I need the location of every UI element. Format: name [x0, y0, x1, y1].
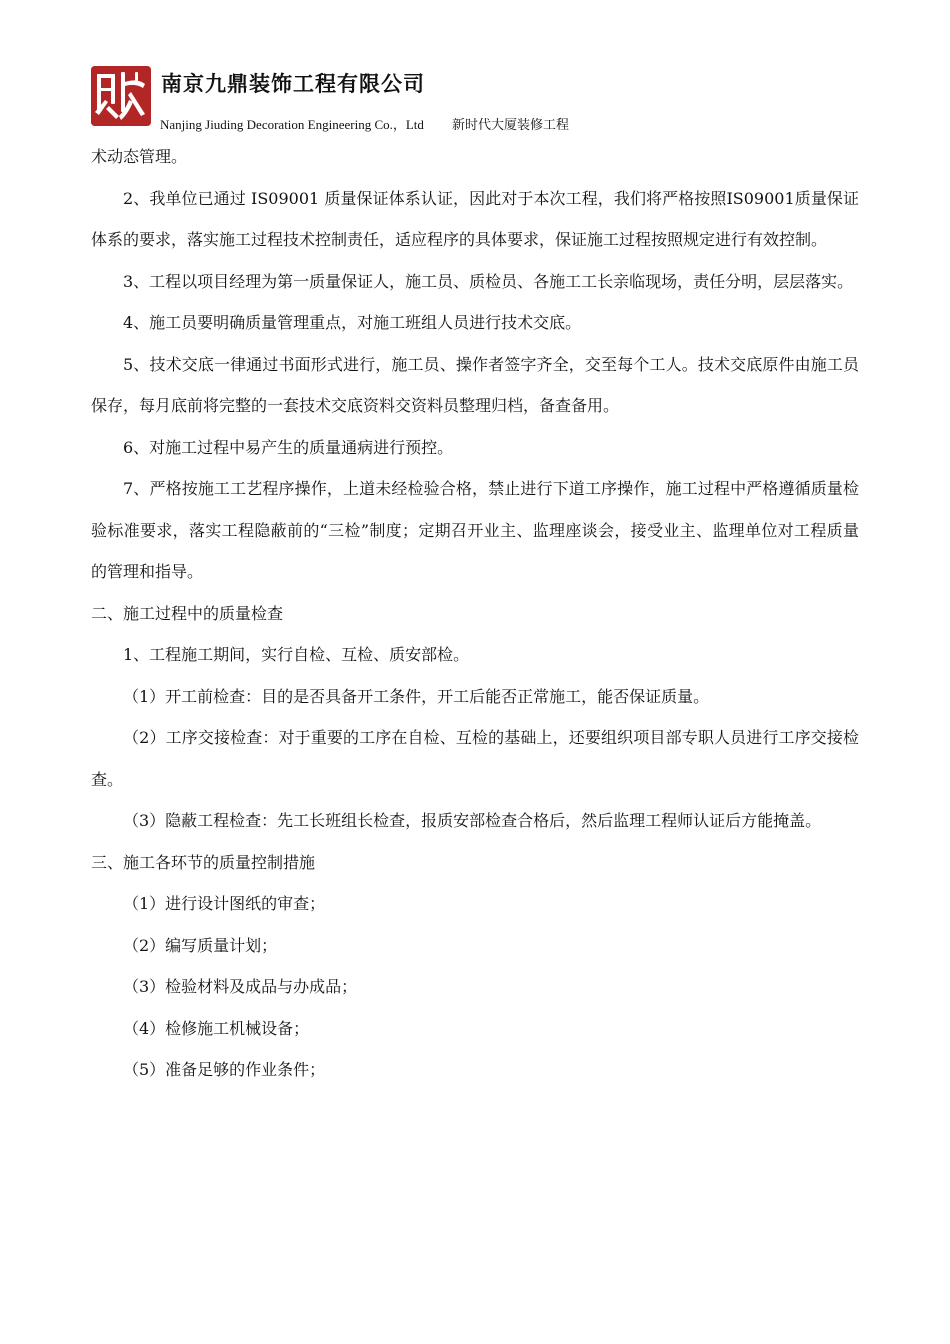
document-body [91, 136, 859, 1091]
paragraph-item-4: 4、施工员要明确质量管理重点，对施工班组人员进行技术交底。 [123, 313, 582, 332]
company-name-chinese: 南京九鼎装饰工程有限公司 [161, 72, 425, 96]
subitem-check-2: （2）工序交接检查：对于重要的工序在自检、互检的基础上，还要组织项目部专职人员进行工序交接检查。 [91, 728, 859, 789]
subitem-measure-2: （2）编写质量计划； [123, 935, 278, 955]
paragraph-item-5: 5、技术交底一律通过书面形式进行，施工员、操作者签字齐全，交至每个工人。技术交底原件由施工员保存，每月底前将完整的一套技术交底资料交资料员整理归档，备查备用。 [91, 354, 859, 415]
company-name-english-line [160, 114, 569, 133]
paragraph-section-2-item-1: 1、工程施工期间，实行自检、互检、质安部检。 [123, 645, 470, 664]
subitem-measure-1: （1）进行设计图纸的审查； [123, 894, 326, 913]
paragraph-item-7: 7、严格按施工工艺程序操作，上道未经检验合格，禁止进行下道工序操作，施工过程中严格遵循质量检验标准要求，落实工程隐蔽前的“三检”制度；定期召开业主、监理座谈会，接受业主、监理单位对工程质量的管理和指导。 [91, 479, 859, 581]
paragraph-item-2: 2、我单位已通过 IS09001 质量保证体系认证，因此对于本次工程，我们将严格按照IS09001质量保证体系的要求，落实施工过程技术控制责任，适应程序的具体要求，保证施工过程按照规定进行有效控制。 [91, 188, 859, 249]
subitem-check-3: （3）隐蔽工程检查：先工长班组长检查，报质安部检查合格后，然后监理工程师认证后方能掩盖。 [123, 811, 822, 830]
subitem-measure-5: （5）准备足够的作业条件； [123, 1060, 326, 1079]
seal-icon [91, 66, 151, 126]
paragraph-item-3: 3、工程以项目经理为第一质量保证人，施工员、质检员、各施工工长亲临现场，责任分明，层层落实。 [123, 271, 854, 291]
paragraph-continuation: 术动态管理。 [91, 147, 188, 166]
project-name: 新时代大厦装修工程 [451, 117, 569, 132]
subitem-measure-4: （4）检修施工机械设备； [123, 1018, 310, 1038]
section-heading-2: 二、施工过程中的质量检查 [91, 603, 284, 623]
subitem-measure-3: （3）检验材料及成品与办成品； [123, 977, 358, 996]
section-heading-3: 三、施工各环节的质量控制措施 [91, 852, 316, 872]
subitem-check-1: （1）开工前检查：目的是否具备开工条件，开工后能否正常施工，能否保证质量。 [123, 686, 710, 706]
paragraph-item-6: 6、对施工过程中易产生的质量通病进行预控。 [123, 437, 454, 457]
company-name-english: Nanjing Jiuding Decoration Engineering Co.，Ltd [160, 117, 424, 132]
company-logo-seal [91, 66, 151, 126]
